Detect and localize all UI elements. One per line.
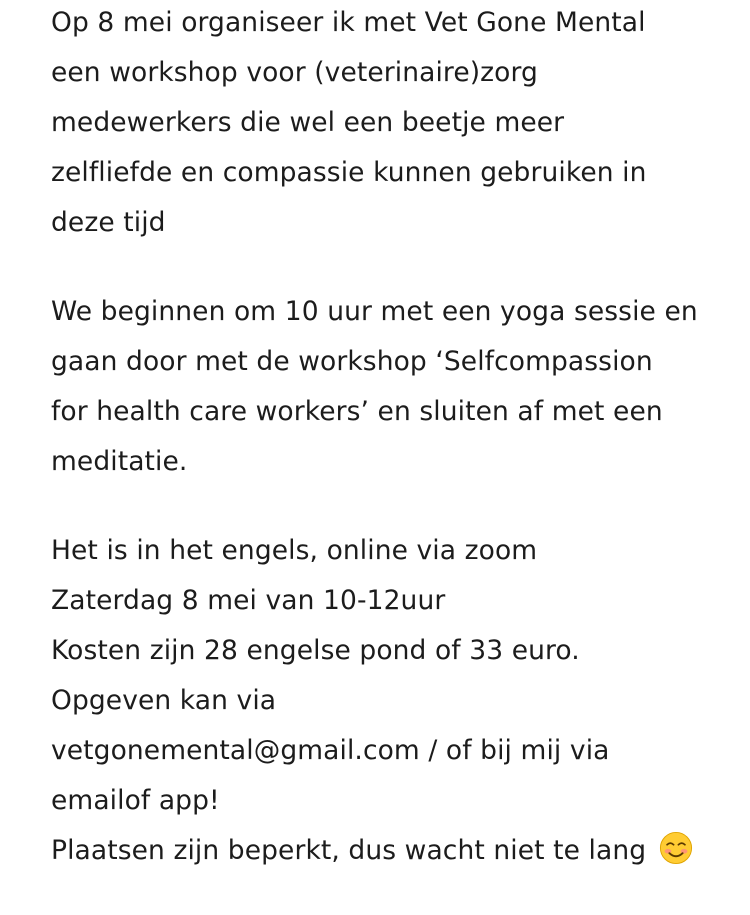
paragraph-intro	[51, 0, 721, 248]
text-line: een workshop voor (veterinaire)zorg	[51, 57, 538, 88]
text-line: meditatie.	[51, 446, 188, 477]
text-line: Op 8 mei organiseer ik met Vet Gone Mental	[51, 7, 646, 38]
email-line: vetgonemental@gmail.com / of bij mij via	[51, 735, 610, 766]
text-line: Opgeven kan via	[51, 685, 277, 716]
text-line: Het is in het engels, online via zoom	[51, 535, 538, 566]
paragraph-program	[51, 287, 721, 487]
text-line: medewerkers die wel een beetje meer	[51, 107, 565, 138]
text-line: for health care workers’ en sluiten af met een	[51, 396, 663, 427]
paragraph-details	[51, 526, 721, 876]
post-body	[51, 0, 721, 915]
text-line: gaan door met de workshop ‘Selfcompassion	[51, 346, 653, 377]
smiling-face-icon	[659, 831, 693, 865]
text-line-with-emoji	[51, 826, 721, 876]
text-line: zelfliefde en compassie kunnen gebruiken in	[51, 157, 647, 188]
text-line: deze tijd	[51, 207, 166, 238]
text-line: emailof app!	[51, 785, 220, 816]
text-line: We beginnen om 10 uur met een yoga sessie en	[51, 296, 698, 327]
text-line: Zaterdag 8 mei van 10-12uur	[51, 585, 446, 616]
text-line: Kosten zijn 28 engelse pond of 33 euro.	[51, 635, 580, 666]
text-line-content: Plaatsen zijn beperkt, dus wacht niet te lang	[51, 835, 647, 866]
